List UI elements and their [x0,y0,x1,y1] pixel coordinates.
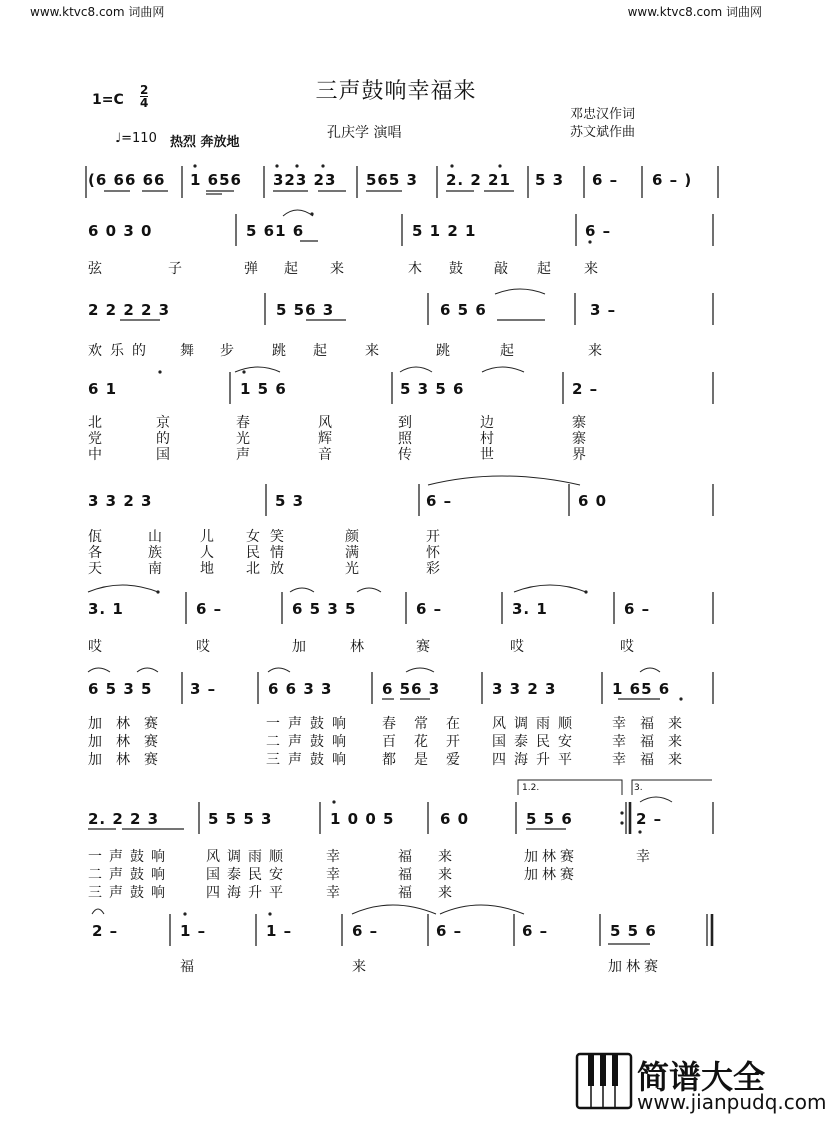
lyric-syllable: 春 [382,716,414,732]
lyric-syllable: 来 [365,343,379,359]
key-signature: 1=C [92,92,124,108]
lyric-syllable: 幸 [612,752,640,768]
lyric-syllable: 一 [88,849,109,865]
lyric-syllable: 光 [345,561,359,577]
lyric-syllable: 安 [558,734,580,750]
lyric-syllable: 四 [492,752,514,768]
song-title: 三声鼓响幸福来 [315,79,477,104]
lyric-syllable: 声 [109,849,130,865]
lyric-syllable: 敲 [494,261,508,277]
measure-notes: 1 – [180,922,207,940]
lyric-syllable: 天 [88,561,102,577]
lyric-syllable: 二 [266,734,288,750]
lyric-syllable: 声 [288,752,310,768]
lyric-syllable: 村 [480,431,494,447]
lyric-syllable: 泰 [227,867,248,883]
lyric-syllable: 福 [640,716,668,732]
lyric-syllable: 满 [345,545,359,561]
lyric-syllable: 在 [446,716,478,732]
tempo-mark: ♩=110 [115,131,157,146]
measure-notes: 5 56 3 [276,301,335,319]
composer-credit: 苏文斌作曲 [570,125,636,140]
lyric-syllable: 各 [88,545,102,561]
header-watermark-left: www.ktvc8.com 词曲网 [30,5,165,19]
lyric-syllable: 福 [180,959,194,975]
lyric-syllable: 四 [206,885,227,901]
lyric-syllable: 寨 [572,415,586,431]
measure-notes: 1 – [266,922,293,940]
measure-notes: 2 – [92,922,119,940]
lyric-syllable: 到 [398,415,412,431]
lyric-syllable: 响 [151,867,172,883]
lyric-syllable: 开 [426,529,440,545]
measure-notes: 2 – [572,380,599,398]
lyric-syllable: 怀 [426,545,440,561]
measure-notes: 3 – [590,301,617,319]
lyric-syllable: 鼓 [310,734,332,750]
lyric-syllable: 照 [398,431,412,447]
lyric-syllable: 党 [88,431,102,447]
lyric-syllable: 情 [270,545,284,561]
measure-notes: 5 3 [535,171,565,189]
measure-notes: 6 – [352,922,379,940]
lyric-syllable: 林 [116,734,144,750]
measure-notes: 5 5 6 [526,810,573,828]
lyric-syllable: 一 [266,716,288,732]
lyric-syllable: 界 [572,447,586,463]
measure-notes: 2 – [636,810,663,828]
lyric-syllable: 赛 [144,734,172,750]
measure-notes: 2 2 2 2 3 [88,301,171,319]
lyric-syllable: 林 [542,867,560,883]
lyric-syllable: 平 [558,752,580,768]
measure-notes: 1 65 6 [612,680,671,698]
lyric-syllable: 安 [269,867,290,883]
lyric-syllable: 百 [382,734,414,750]
lyric-syllable: 哎 [620,639,634,655]
expression-mark: 热烈 奔放地 [170,135,240,150]
lyric-syllable: 幸 [636,849,650,865]
lyric-syllable: 声 [236,447,250,463]
lyric-syllable: 雨 [248,849,269,865]
lyric-syllable: 幸 [326,849,340,865]
lyric-syllable: 平 [269,885,290,901]
lyric-syllable: 鼓 [130,849,151,865]
lyric-syllable: 来 [584,261,598,277]
lyric-syllable: 起 [537,261,551,277]
lyric-syllable: 国 [206,867,227,883]
measure-notes: 3. 1 [512,600,548,618]
measure-notes: 6 – [436,922,463,940]
volta-second-label: 3. [634,783,643,793]
lyric-syllable: 幸 [612,734,640,750]
lyric-syllable: 赛 [144,752,172,768]
lyric-syllable: 二 [88,867,109,883]
lyric-syllable: 放 [270,561,284,577]
lyric-syllable: 加 [608,959,626,975]
lyric-syllable: 三 [266,752,288,768]
measure-notes: 323 23 [273,171,337,189]
lyric-syllable: 是 [414,752,446,768]
lyric-syllable: 民 [536,734,558,750]
lyric-syllable: 哎 [88,639,102,655]
lyric-syllable: 步 [220,343,234,359]
lyric-syllable: 光 [236,431,250,447]
lyric-syllable: 跳 [436,343,450,359]
measure-notes: 6 5 3 5 [292,600,357,618]
lyric-syllable: 鼓 [310,716,332,732]
lyric-syllable: 人 [200,545,214,561]
lyric-syllable: 乐 [110,343,124,359]
lyric-syllable: 声 [109,867,130,883]
measure-notes: 6 – [592,171,619,189]
lyric-syllable: 福 [398,885,412,901]
lyric-syllable: 林 [542,849,560,865]
lyric-syllable: 族 [148,545,162,561]
measure-notes: 565 3 [366,171,418,189]
volta-first-label: 1.2. [522,783,540,793]
lyric-syllable: 爱 [446,752,478,768]
lyric-syllable: 世 [480,447,494,463]
lyric-syllable: 鼓 [130,867,151,883]
lyric-syllable: 雨 [536,716,558,732]
lyric-syllable: 响 [332,716,354,732]
lyric-syllable: 子 [168,261,182,277]
measure-notes: 6 – ) [652,171,693,189]
piano-keys-icon [575,1050,635,1112]
lyric-syllable: 响 [151,885,172,901]
measure-notes: (6 66 66 [88,171,166,189]
lyricist-credit: 邓忠汉作词 [570,107,636,122]
lyric-syllable: 欢 [88,343,102,359]
measure-notes: 5 5 6 [610,922,657,940]
lyric-syllable: 起 [284,261,298,277]
lyric-syllable: 赛 [144,716,172,732]
lyric-syllable: 花 [414,734,446,750]
measure-notes: 6 – [522,922,549,940]
lyric-syllable: 加 [88,716,116,732]
lyric-syllable: 来 [668,716,696,732]
time-sig-bottom: 4 [140,96,149,110]
lyric-syllable: 加 [524,849,542,865]
lyric-syllable: 彩 [426,561,440,577]
lyric-syllable: 来 [668,734,696,750]
lyric-syllable: 来 [438,849,452,865]
measure-notes: 2. 2 21 [446,171,511,189]
lyric-syllable: 风 [318,415,332,431]
lyric-syllable: 儿 [200,529,214,545]
logo-text: 简谱大全 [637,1058,766,1096]
lyric-syllable: 响 [151,849,172,865]
lyric-syllable: 响 [332,734,354,750]
measure-notes: 5 3 5 6 [400,380,465,398]
lyric-syllable: 木 [408,261,422,277]
measure-notes: 1 656 [190,171,242,189]
lyric-syllable: 辉 [318,431,332,447]
lyric-syllable: 哎 [196,639,210,655]
lyric-syllable: 京 [156,415,170,431]
lyric-syllable: 风 [206,849,227,865]
measure-notes: 6 – [426,492,453,510]
lyric-syllable: 升 [536,752,558,768]
logo-url: www.jianpudq.com [637,1090,826,1114]
lyric-syllable: 顺 [269,849,290,865]
lyric-syllable: 音 [318,447,332,463]
lyric-syllable: 寨 [572,431,586,447]
measure-notes: 1 0 0 5 [330,810,395,828]
lyric-syllable: 来 [330,261,344,277]
lyric-syllable: 鼓 [449,261,463,277]
lyric-syllable: 林 [116,716,144,732]
lyric-syllable: 加 [88,734,116,750]
lyric-syllable: 春 [236,415,250,431]
slurs [88,210,672,914]
lyric-syllable: 边 [480,415,494,431]
lyric-syllable: 赛 [560,867,578,883]
lyric-syllable: 海 [514,752,536,768]
lyric-syllable: 南 [148,561,162,577]
measure-notes: 3. 1 [88,600,124,618]
measure-notes: 6 6 3 3 [268,680,333,698]
lyric-syllable: 来 [438,885,452,901]
repeat-dots [620,811,623,824]
lyric-syllable: 赛 [560,849,578,865]
measure-notes: 5 3 [275,492,305,510]
lyric-syllable: 福 [640,752,668,768]
lyric-syllable: 女 [246,529,260,545]
lyric-syllable: 国 [156,447,170,463]
lyric-syllable: 幸 [326,867,340,883]
site-logo [575,1050,826,1115]
measure-notes: 6 5 3 5 [88,680,153,698]
lyric-syllable: 开 [446,734,478,750]
measure-notes: 5 5 5 3 [208,810,273,828]
lyric-syllable: 哎 [510,639,524,655]
lyric-syllable: 跳 [272,343,286,359]
lyric-syllable: 颜 [345,529,359,545]
lyric-syllable: 林 [116,752,144,768]
measure-notes: 6 0 [578,492,608,510]
measure-notes: 2. 2 2 3 [88,810,160,828]
lyric-syllable: 福 [640,734,668,750]
lyric-syllable: 林 [350,639,364,655]
measure-notes: 6 – [624,600,651,618]
lyric-syllable: 风 [492,716,514,732]
lyric-syllable: 笑 [270,529,284,545]
lyric-syllable: 北 [246,561,260,577]
measure-notes: 6 – [585,222,612,240]
lyric-syllable: 林 [626,959,644,975]
lyric-syllable: 弦 [88,261,102,277]
lyric-syllable: 调 [514,716,536,732]
lyric-syllable: 民 [246,545,260,561]
lyric-syllable: 声 [109,885,130,901]
measure-notes: 3 3 2 3 [492,680,557,698]
lyric-syllable: 升 [248,885,269,901]
measure-notes: 6 – [196,600,223,618]
lyric-syllable: 中 [88,447,102,463]
lyric-syllable: 赛 [416,639,430,655]
lyric-syllable: 佤 [88,529,102,545]
lyric-syllable: 加 [524,867,542,883]
lyric-syllable: 赛 [644,959,662,975]
lyric-syllable: 声 [288,716,310,732]
measure-notes: 6 1 [88,380,118,398]
lyric-syllable: 来 [668,752,696,768]
lyric-syllable: 来 [588,343,602,359]
lyric-syllable: 鼓 [310,752,332,768]
header-watermark-right: www.ktvc8.com 词曲网 [627,5,762,19]
lyric-syllable: 民 [248,867,269,883]
lyric-syllable: 传 [398,447,412,463]
lyric-syllable: 福 [398,849,412,865]
lyric-syllable: 加 [88,752,116,768]
lyric-syllable: 福 [398,867,412,883]
lyric-syllable: 北 [88,415,102,431]
lyric-syllable: 三 [88,885,109,901]
measure-notes: 1 5 6 [240,380,287,398]
lyric-syllable: 幸 [612,716,640,732]
lyric-syllable: 响 [332,752,354,768]
lyric-syllable: 的 [156,431,170,447]
lyric-syllable: 泰 [514,734,536,750]
time-sig-top: 2 [140,83,149,97]
volta-brackets [518,780,712,795]
measure-notes: 5 61 6 [246,222,305,240]
octave-dots [156,164,682,915]
lyric-syllable: 山 [148,529,162,545]
lyric-syllable: 舞 [180,343,194,359]
measure-notes: 6 0 3 0 [88,222,153,240]
lyric-syllable: 幸 [326,885,340,901]
lyric-syllable: 海 [227,885,248,901]
measure-notes: 3 3 2 3 [88,492,153,510]
lyric-syllable: 国 [492,734,514,750]
beam-underlines [88,191,663,944]
lyric-syllable: 加 [292,639,306,655]
lyric-syllable: 常 [414,716,446,732]
lyric-syllable: 起 [500,343,514,359]
singer-credit: 孔庆学 演唱 [327,125,402,141]
measure-notes: 5 1 2 1 [412,222,477,240]
lyric-syllable: 地 [200,561,214,577]
lyric-syllable: 起 [313,343,327,359]
lyric-syllable: 的 [132,343,146,359]
lyric-syllable: 弹 [244,261,258,277]
measure-notes: 3 – [190,680,217,698]
lyric-syllable: 鼓 [130,885,151,901]
measure-notes: 6 – [416,600,443,618]
lyric-syllable: 顺 [558,716,580,732]
lyric-syllable: 都 [382,752,414,768]
measure-notes: 6 0 [440,810,470,828]
measure-notes: 6 5 6 [440,301,487,319]
lyric-syllable: 调 [227,849,248,865]
measure-notes: 6 56 3 [382,680,441,698]
lyric-syllable: 声 [288,734,310,750]
lyric-syllable: 来 [352,959,366,975]
lyric-syllable: 来 [438,867,452,883]
